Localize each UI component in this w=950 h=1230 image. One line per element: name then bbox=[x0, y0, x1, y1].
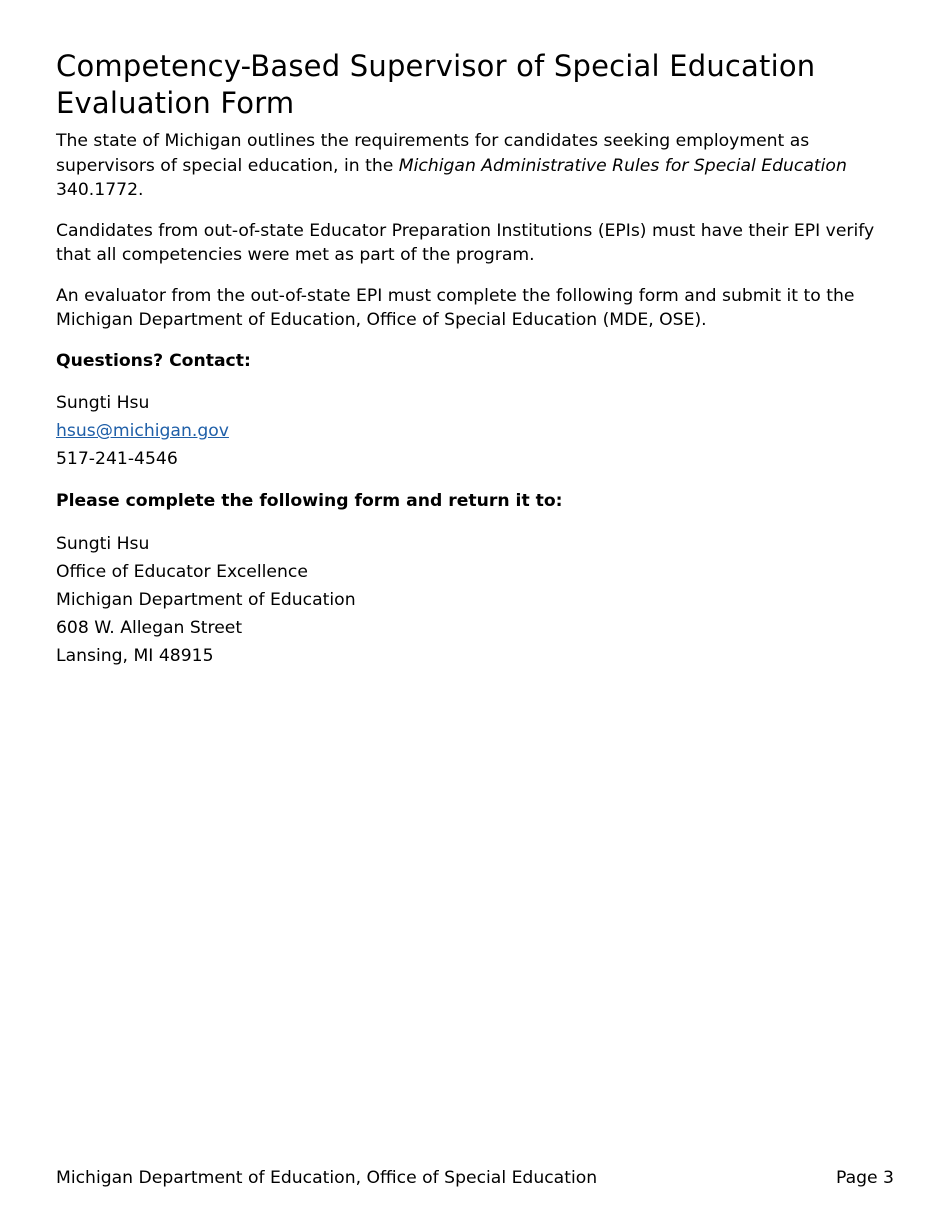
intro-paragraph bbox=[56, 129, 896, 203]
contact-block bbox=[56, 389, 896, 473]
document-page bbox=[56, 48, 896, 686]
contact-name: Sungti Hsu bbox=[56, 393, 150, 413]
intro-text-before: The state of Michigan outlines the requirements for candidates seeking employment as supervisors of special education, in the bbox=[56, 131, 810, 176]
evaluator-paragraph: An evaluator from the out-of-state EPI must complete the following form and submit it to the Michigan Department of Education, Office of Special Education (MDE, OSE). bbox=[56, 285, 855, 330]
return-address-line: Lansing, MI 48915 bbox=[56, 645, 214, 666]
return-address-line: Office of Educator Excellence bbox=[56, 561, 308, 582]
footer-organization: Michigan Department of Education, Office of Special Education bbox=[56, 1168, 598, 1188]
contact-phone: 517-241-4546 bbox=[56, 449, 178, 469]
epi-verify-paragraph: Candidates from out-of-state Educator Preparation Institutions (EPIs) must have their EPI verify that all competencies were met as part of the program. bbox=[56, 220, 875, 265]
return-address-line: Sungti Hsu bbox=[56, 533, 150, 554]
contact-email-line bbox=[56, 417, 896, 445]
questions-heading: Questions? Contact: bbox=[56, 350, 251, 371]
intro-rules-title: Michigan Administrative Rules for Special Education bbox=[398, 155, 847, 176]
contact-email-link[interactable]: hsus@michigan.gov bbox=[56, 421, 229, 441]
return-address-line: 608 W. Allegan Street bbox=[56, 617, 243, 638]
page-footer bbox=[56, 1166, 894, 1190]
intro-text-after: 340.1772. bbox=[56, 180, 144, 200]
return-address-line: Michigan Department of Education bbox=[56, 589, 356, 610]
return-address-block bbox=[56, 530, 896, 670]
return-heading: Please complete the following form and return it to: bbox=[56, 491, 563, 511]
page-title: Competency-Based Supervisor of Special Education Evaluation Form bbox=[56, 49, 816, 120]
footer-page-number: Page 3 bbox=[835, 1168, 894, 1188]
